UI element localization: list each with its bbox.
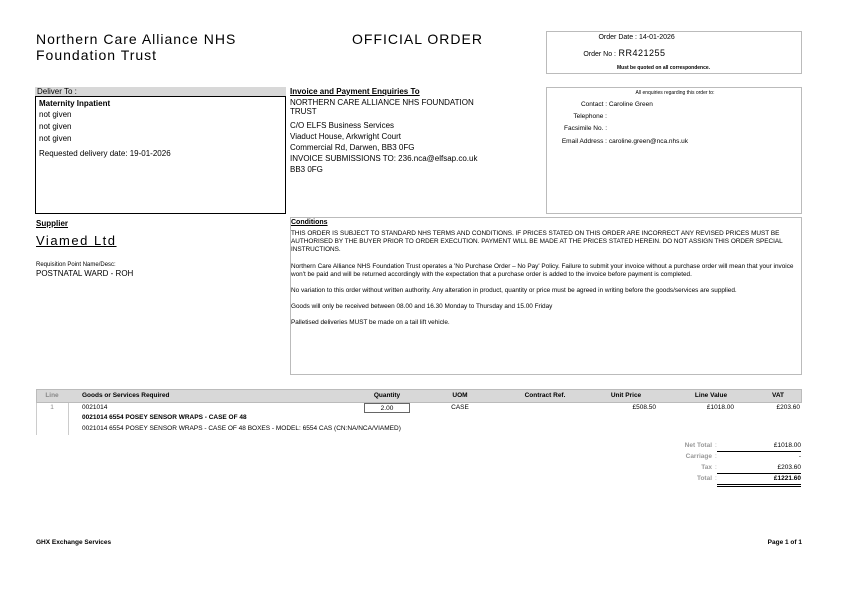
deliver-line-3: not given — [39, 122, 72, 131]
deliver-line-1: Maternity Inpatient — [39, 99, 111, 108]
invoice-address — [290, 98, 540, 175]
net-total-underline — [717, 451, 801, 452]
conditions-paragraph-3: No variation to this order without written authority. Any alteration in product, quantity or price must be agreed in writing before the goods/services are supplied. — [291, 287, 737, 295]
requisition-point-value: POSTNATAL WARD - ROH — [36, 269, 134, 278]
footer-page-number: Page 1 of 1 — [767, 539, 802, 546]
contact-value: Caroline Green — [608, 101, 653, 108]
deliver-line-2: not given — [39, 110, 72, 119]
conditions-paragraph-1: THIS ORDER IS SUBJECT TO STANDARD NHS TERMS AND CONDITIONS. IF PRICES STATED ON THIS ORDER ARE INCORRECT ANY REVISED PRICES MUST BE AUTHORISED BY THE BUYER PRIOR TO ORDER EXECUTION. PAYMENT WILL BE MADE AT THE PRICES STATED HEREIN. DO NOT ASSIGN THIS ORDER SPECIAL INSTRUCTIONS. — [291, 230, 783, 254]
invoice-enquiries-header: Invoice and Payment Enquiries To — [290, 87, 420, 96]
organisation-line-1: Northern Care Alliance NHS — [36, 31, 237, 47]
supplier-name: Viamed Ltd — [36, 233, 117, 248]
invoice-line-4: Viaduct House, Arkwright Court — [290, 132, 402, 141]
total-label: Total — [696, 475, 712, 482]
conditions-title: Conditions — [291, 219, 328, 226]
invoice-line-7: BB3 0FG — [290, 165, 323, 174]
row-vat: £203.60 — [776, 404, 800, 411]
enquiries-title: All enquiries regarding this order to: — [635, 90, 715, 96]
organisation-line-2: Foundation Trust — [36, 47, 158, 63]
row-item-description-2: 0021014 6554 POSEY SENSOR WRAPS - CASE OF 48 BOXES - MODEL: 6554 CAS (CN:NA/NCA/VIAMED) — [82, 425, 401, 432]
row-quantity: 2.00 — [364, 403, 410, 413]
conditions-text — [291, 230, 800, 336]
order-date-value: 14-01-2026 — [638, 34, 675, 41]
tax-underline — [717, 473, 801, 474]
order-info-box — [546, 31, 802, 74]
requisition-point-label: Requisition Point Name/Desc: — [36, 262, 116, 268]
organisation-name — [36, 31, 236, 63]
col-header-uom: UOM — [452, 392, 468, 399]
enquiries-box — [546, 87, 802, 214]
deliver-line-4: not given — [39, 134, 72, 143]
footer-provider: GHX Exchange Services — [36, 539, 112, 546]
order-date-label: Order Date : — [598, 34, 637, 41]
conditions-paragraph-2: Northern Care Alliance NHS Foundation Trust operates a 'No Purchase Order – No Pay' Policy. Failure to submit your invoice without a purchase order will mean that your invoice won't be paid and will be returned accordingly with the expectation that a purchase order is added to the invoice before payment is completed. — [291, 262, 794, 278]
invoice-line-2: TRUST — [290, 107, 317, 116]
row-line-value: £1018.00 — [706, 404, 734, 411]
invoice-line-5: Commercial Rd, Darwen, BB3 0FG — [290, 143, 415, 152]
total-value: £1221.60 — [773, 475, 801, 482]
tax-label: Tax — [701, 464, 712, 471]
total-underline-2 — [717, 486, 801, 487]
order-no-label: Order No : — [583, 51, 616, 58]
email-value: caroline.green@nca.nhs.uk — [608, 138, 689, 145]
row-uom: CASE — [451, 404, 469, 411]
document-title: OFFICIAL ORDER — [352, 31, 483, 47]
row-item-code: 0021014 — [82, 404, 108, 411]
net-total-value: £1018.00 — [773, 442, 801, 449]
telephone-label: Telephone : — [573, 113, 607, 120]
col-header-unit-price: Unit Price — [610, 392, 642, 399]
row-unit-price: £508.50 — [632, 404, 656, 411]
invoice-line-6: INVOICE SUBMISSIONS TO: 236.nca@elfsap.co.uk — [290, 154, 478, 163]
order-no-value: RR421255 — [618, 48, 666, 58]
col-header-quantity: Quantity — [373, 392, 401, 399]
conditions-paragraph-5: Palletised deliveries MUST be made on a tail lift vehicle. — [291, 319, 450, 327]
invoice-line-1: NORTHERN CARE ALLIANCE NHS FOUNDATION — [290, 98, 474, 107]
col-header-line-value: Line Value — [694, 392, 728, 399]
tax-value: £203.60 — [777, 464, 801, 471]
col-header-line: Line — [45, 392, 59, 399]
fax-label: Facsimile No. : — [564, 125, 607, 132]
col-header-contract: Contract Ref. — [524, 392, 566, 399]
net-total-label: Net Total — [684, 442, 712, 449]
col-header-vat: VAT — [771, 392, 785, 399]
order-quote-note: Must be quoted on all correspondence. — [617, 65, 711, 71]
deliver-to-box — [35, 96, 286, 214]
carriage-value: - — [798, 453, 801, 460]
invoice-line-3: C/O ELFS Business Services — [290, 121, 395, 130]
carriage-label: Carriage — [685, 453, 712, 460]
requested-delivery-date: Requested delivery date: 19-01-2026 — [39, 149, 171, 158]
total-underline-1 — [717, 484, 801, 485]
deliver-to-header: Deliver To : — [35, 87, 286, 96]
email-label: Email Address : — [561, 138, 607, 145]
table-row-separator — [68, 403, 69, 435]
conditions-paragraph-4: Goods will only be received between 08.00 and 16.30 Monday to Thursday and 15.00 Friday — [291, 303, 553, 311]
row-line-number: 1 — [50, 404, 54, 411]
row-item-description-1: 0021014 6554 POSEY SENSOR WRAPS - CASE OF 48 — [82, 414, 247, 421]
supplier-label: Supplier — [36, 219, 69, 228]
col-header-goods: Goods or Services Required — [82, 392, 170, 399]
contact-label: Contact : — [580, 101, 607, 108]
